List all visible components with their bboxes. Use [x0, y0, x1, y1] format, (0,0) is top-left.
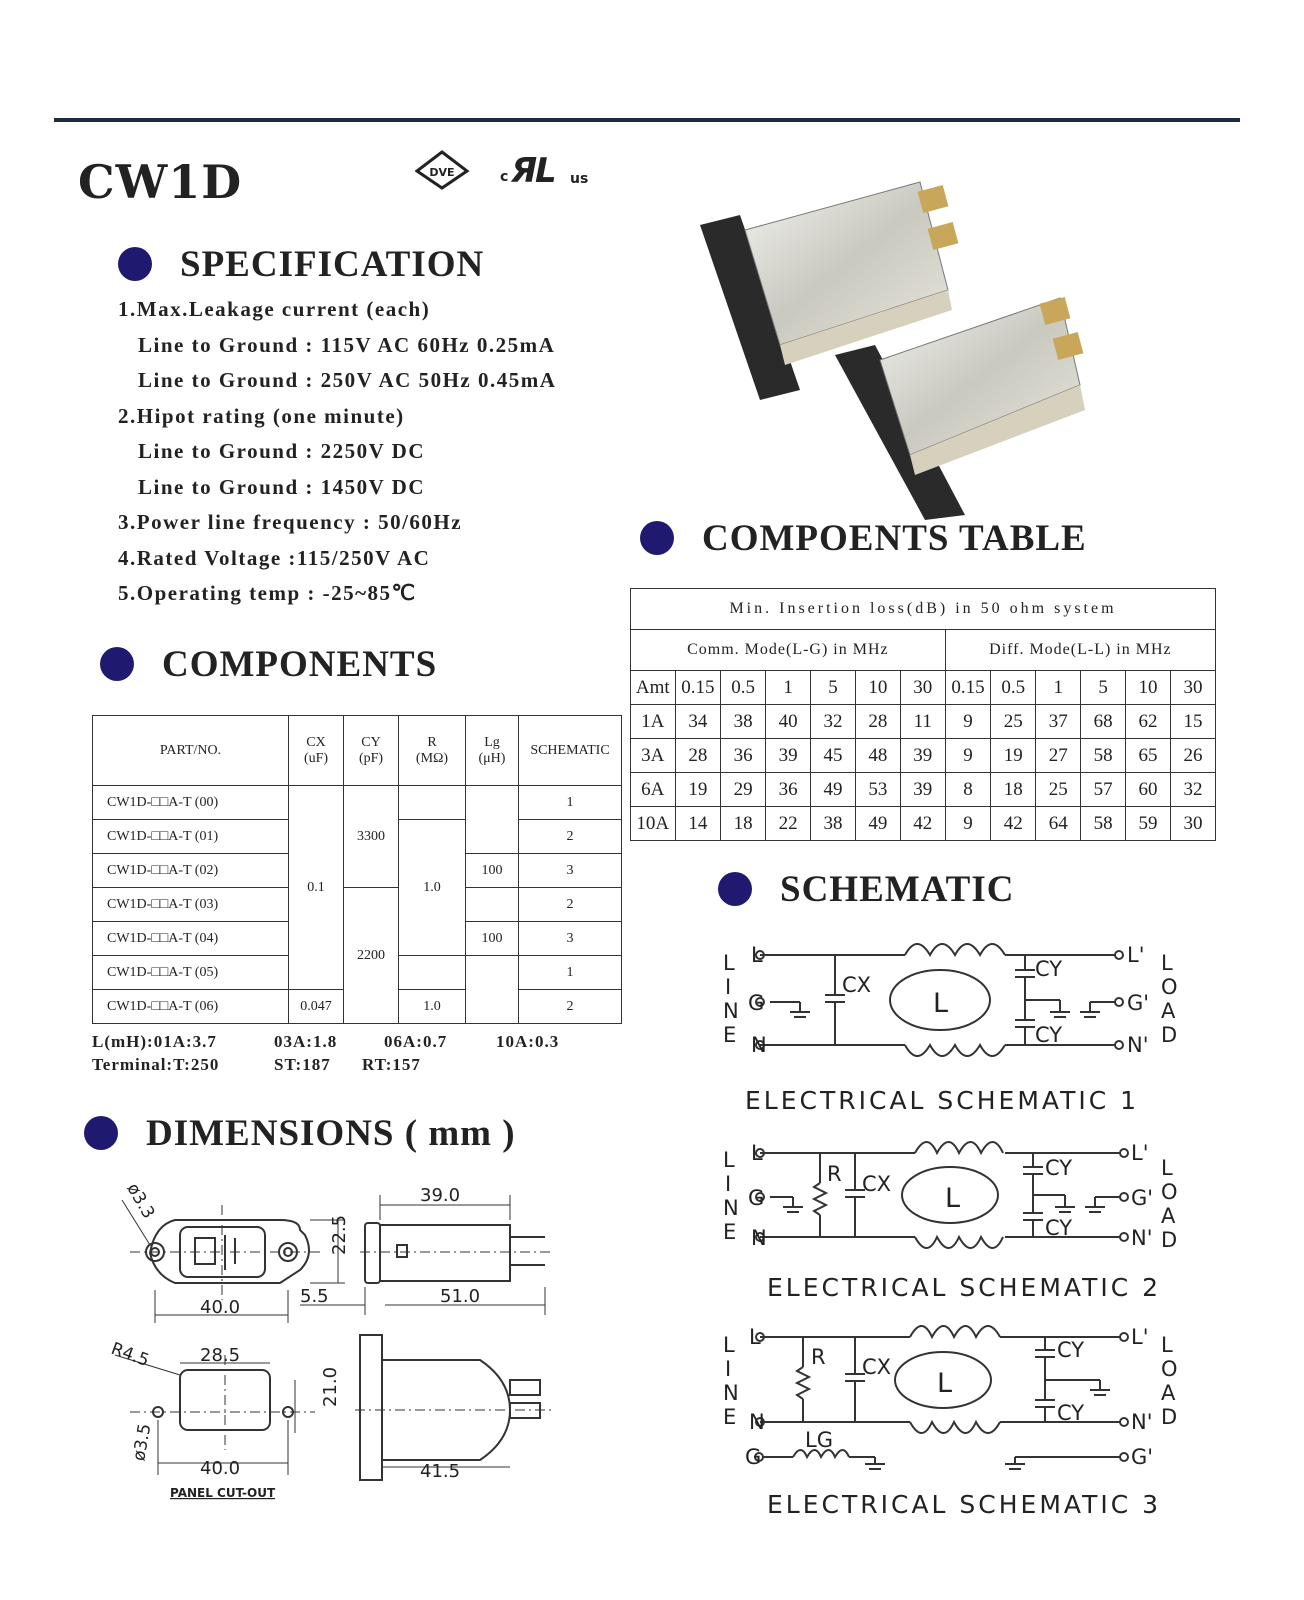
svg-text:A: A — [1161, 1381, 1176, 1405]
svg-text:L': L' — [1127, 943, 1145, 967]
frequency-header: 10 — [1126, 671, 1171, 705]
svg-text:L: L — [749, 1325, 761, 1349]
loss-value: 42 — [991, 807, 1036, 841]
svg-text:L: L — [937, 1368, 953, 1399]
svg-text:CY: CY — [1045, 1216, 1073, 1240]
loss-value: 25 — [991, 705, 1036, 739]
svg-text:L: L — [723, 951, 735, 975]
frequency-header: 10 — [855, 671, 900, 705]
cy-value: 3300 — [344, 786, 399, 888]
bullet-icon — [118, 247, 152, 281]
loss-row — [631, 807, 1216, 841]
dim-hole: ø3.3 — [122, 1179, 159, 1223]
r-value — [399, 786, 466, 820]
loss-value: 26 — [1170, 739, 1215, 773]
svg-text:I: I — [725, 975, 732, 999]
svg-text:A: A — [1161, 999, 1176, 1023]
r-value: 1.0 — [399, 990, 466, 1024]
svg-text:CY: CY — [1057, 1338, 1085, 1362]
loss-value: 58 — [1081, 807, 1126, 841]
loss-row — [631, 739, 1216, 773]
header-lg: Lg (μH) — [466, 716, 519, 786]
svg-text:D: D — [1161, 1405, 1178, 1429]
loss-value: 25 — [1036, 773, 1081, 807]
svg-text:N: N — [723, 1381, 739, 1405]
cx-value: 0.1 — [289, 786, 344, 990]
svg-text:CY: CY — [1035, 1023, 1063, 1047]
svg-text:R: R — [811, 1345, 826, 1369]
loss-value: 40 — [766, 705, 811, 739]
loss-value: 59 — [1126, 807, 1171, 841]
svg-text:R: R — [827, 1162, 842, 1186]
svg-text:Я: Я — [511, 151, 538, 191]
loss-value: 32 — [1170, 773, 1215, 807]
svg-text:G': G' — [1127, 991, 1150, 1015]
dim-width-39: 39.0 — [420, 1185, 461, 1206]
top-rule — [54, 118, 1240, 122]
frequency-header: 1 — [766, 671, 811, 705]
loss-value: 45 — [811, 739, 856, 773]
loss-value: 9 — [945, 807, 991, 841]
frequency-header: 0.15 — [945, 671, 991, 705]
loss-value: 49 — [811, 773, 856, 807]
vde-logo-icon — [417, 152, 467, 188]
dim-hole-35: ø3.5 — [129, 1422, 156, 1463]
loss-value: 62 — [1126, 705, 1171, 739]
loss-value: 28 — [855, 705, 900, 739]
frequency-header: 30 — [900, 671, 945, 705]
svg-text:L: L — [1161, 1156, 1173, 1180]
svg-text:LG: LG — [805, 1428, 833, 1452]
loss-value: 36 — [766, 773, 811, 807]
amp-rating: 10A — [631, 807, 676, 841]
diff-mode-header: Diff. Mode(L-L) in MHz — [945, 630, 1215, 671]
part-number: CW1D-□□A-T (05) — [93, 956, 289, 990]
part-number: CW1D-□□A-T (06) — [93, 990, 289, 1024]
svg-text:L: L — [933, 988, 949, 1019]
lg-value — [466, 888, 519, 922]
svg-text:CY: CY — [1035, 957, 1063, 981]
loss-value: 38 — [721, 705, 766, 739]
svg-text:E: E — [723, 1405, 737, 1429]
schematic-number: 3 — [519, 854, 622, 888]
bullet-icon — [100, 647, 134, 681]
loss-row — [631, 705, 1216, 739]
schematic-number: 1 — [519, 956, 622, 990]
loss-value: 9 — [945, 739, 991, 773]
loss-value: 39 — [900, 773, 945, 807]
frequency-header: 5 — [811, 671, 856, 705]
svg-text:L: L — [751, 943, 763, 967]
loss-value: 49 — [855, 807, 900, 841]
svg-text:N: N — [749, 1410, 765, 1434]
svg-text:E: E — [723, 1023, 737, 1047]
components-table-heading: COMPOENTS TABLE — [640, 517, 1087, 560]
svg-text:G: G — [745, 1445, 762, 1469]
svg-text:N: N — [723, 999, 739, 1023]
schematic-1-caption: ELECTRICAL SCHEMATIC 1 — [745, 1086, 1140, 1115]
svg-text:E: E — [723, 1220, 737, 1244]
dimensions-drawing — [100, 1175, 570, 1515]
certification-logos — [415, 150, 600, 192]
schematic-3-labels — [723, 1325, 1178, 1469]
svg-text:us: us — [570, 171, 589, 187]
frequency-header: 0.5 — [991, 671, 1036, 705]
svg-text:CY: CY — [1045, 1156, 1073, 1180]
specification-heading: SPECIFICATION — [118, 243, 484, 286]
side-view-2 — [355, 1335, 555, 1480]
spec-line: 4.Rated Voltage :115/250V AC — [118, 545, 431, 570]
schematic-1-labels — [723, 943, 1178, 1057]
header-cy: CY (pF) — [344, 716, 399, 786]
svg-text:O: O — [1161, 1357, 1178, 1381]
components-table — [92, 715, 622, 1024]
spec-line: Line to Ground : 1450V DC — [138, 474, 426, 499]
spec-line: 1.Max.Leakage current (each) — [118, 297, 431, 321]
svg-text:L: L — [751, 1141, 763, 1165]
loss-value: 38 — [811, 807, 856, 841]
svg-text:I: I — [725, 1172, 732, 1196]
svg-text:I: I — [725, 1357, 732, 1381]
loss-value: 28 — [675, 739, 721, 773]
loss-value: 15 — [1170, 705, 1215, 739]
svg-text:G: G — [748, 1186, 765, 1210]
svg-text:N: N — [723, 1196, 739, 1220]
lg-value: 100 — [466, 854, 519, 888]
svg-text:D: D — [1161, 1228, 1178, 1252]
svg-text:L: L — [723, 1148, 735, 1172]
loss-value: 64 — [1036, 807, 1081, 841]
loss-row — [631, 773, 1216, 807]
svg-text:D: D — [1161, 1023, 1178, 1047]
frequency-header: 0.5 — [721, 671, 766, 705]
loss-value: 34 — [675, 705, 721, 739]
svg-text:c: c — [500, 169, 509, 185]
loss-value: 22 — [766, 807, 811, 841]
dim-radius: R4.5 — [108, 1338, 152, 1371]
dim-width-51: 51.0 — [440, 1286, 481, 1307]
svg-text:G': G' — [1131, 1186, 1154, 1210]
svg-text:L': L' — [1131, 1325, 1149, 1349]
loss-value: 48 — [855, 739, 900, 773]
loss-value: 42 — [900, 807, 945, 841]
schematic-3 — [715, 1312, 1185, 1484]
frequency-header: 30 — [1170, 671, 1215, 705]
panel-cutout-label: PANEL CUT-OUT — [170, 1486, 276, 1500]
cul-us-logo-icon — [500, 151, 588, 191]
loss-value: 18 — [991, 773, 1036, 807]
dim-height-21: 21.0 — [320, 1366, 341, 1407]
lg-value: 100 — [466, 922, 519, 956]
bullet-icon — [84, 1116, 118, 1150]
svg-text:A: A — [1161, 1204, 1176, 1228]
schematic-2 — [715, 1125, 1185, 1285]
schematic-number: 2 — [519, 820, 622, 854]
svg-text:CX: CX — [862, 1172, 892, 1196]
svg-text:L': L' — [1131, 1141, 1149, 1165]
lg-value — [466, 786, 519, 854]
dim-width-415: 41.5 — [420, 1461, 461, 1482]
bullet-icon — [718, 872, 752, 906]
loss-value: 53 — [855, 773, 900, 807]
dim-width-40: 40.0 — [200, 1297, 241, 1318]
spec-line: Line to Ground : 250V AC 50Hz 0.45mA — [138, 368, 557, 392]
loss-value: 39 — [900, 739, 945, 773]
svg-text:O: O — [1161, 1180, 1178, 1204]
loss-value: 9 — [945, 705, 991, 739]
part-number: CW1D-□□A-T (04) — [93, 922, 289, 956]
loss-value: 30 — [1170, 807, 1215, 841]
header-part: PART/NO. — [93, 716, 289, 786]
svg-text:G': G' — [1131, 1445, 1154, 1469]
svg-text:L: L — [723, 1333, 735, 1357]
schematic-1 — [715, 930, 1185, 1100]
cy-value: 2200 — [344, 888, 399, 1024]
dim-width-55: 5.5 — [300, 1286, 329, 1307]
schematic-2-caption: ELECTRICAL SCHEMATIC 2 — [767, 1273, 1162, 1302]
svg-text:DVE: DVE — [429, 166, 455, 179]
loss-value: 39 — [766, 739, 811, 773]
loss-value: 65 — [1126, 739, 1171, 773]
loss-value: 32 — [811, 705, 856, 739]
amp-rating: 1A — [631, 705, 676, 739]
amp-header: Amt — [631, 671, 676, 705]
spec-line: 3.Power line frequency : 50/60Hz — [118, 510, 463, 534]
loss-value: 58 — [1081, 739, 1126, 773]
spec-line: Line to Ground : 115V AC 60Hz 0.25mA — [138, 332, 556, 357]
lg-value — [466, 956, 519, 1024]
svg-text:L: L — [1161, 951, 1173, 975]
loss-value: 14 — [675, 807, 721, 841]
comm-mode-header: Comm. Mode(L-G) in MHz — [631, 630, 946, 671]
svg-text:N': N' — [1127, 1033, 1149, 1057]
schematic-heading: SCHEMATIC — [718, 868, 1014, 911]
dim-width-285: 28.5 — [200, 1345, 241, 1366]
svg-text:N: N — [751, 1226, 767, 1250]
dim-width-40b: 40.0 — [200, 1458, 241, 1479]
loss-value: 11 — [900, 705, 945, 739]
part-number: CW1D-□□A-T (02) — [93, 854, 289, 888]
header-schematic: SCHEMATIC — [519, 716, 622, 786]
amp-rating: 3A — [631, 739, 676, 773]
spec-line: 2.Hipot rating (one minute) — [118, 403, 405, 428]
loss-value: 36 — [721, 739, 766, 773]
dimensions-heading: DIMENSIONS ( mm ) — [84, 1112, 516, 1155]
schematic-number: 1 — [519, 786, 622, 820]
loss-value: 37 — [1036, 705, 1081, 739]
loss-value: 19 — [991, 739, 1036, 773]
insertion-loss-table — [630, 588, 1216, 841]
svg-text:G: G — [748, 991, 765, 1015]
part-number: CW1D-□□A-T (03) — [93, 888, 289, 922]
loss-value: 29 — [721, 773, 766, 807]
schematic-number: 3 — [519, 922, 622, 956]
bullet-icon — [640, 521, 674, 555]
svg-text:N: N — [751, 1033, 767, 1057]
r-value: 1.0 — [399, 820, 466, 956]
loss-value: 27 — [1036, 739, 1081, 773]
product-photo — [690, 170, 1120, 520]
svg-text:L: L — [1161, 1333, 1173, 1357]
loss-value: 8 — [945, 773, 991, 807]
loss-title: Min. Insertion loss(dB) in 50 ohm system — [631, 589, 1216, 630]
svg-text:L: L — [945, 1183, 961, 1214]
svg-text:N': N' — [1131, 1410, 1153, 1434]
frequency-header: 1 — [1036, 671, 1081, 705]
svg-text:CY: CY — [1057, 1401, 1085, 1425]
schematic-3-caption: ELECTRICAL SCHEMATIC 3 — [767, 1490, 1162, 1519]
product-title: CW1D — [78, 155, 243, 209]
loss-value: 57 — [1081, 773, 1126, 807]
inductance-notes: L(mH):01A:3.7 03A:1.8 06A:0.7 10A:0.3 Terminal:T:250 ST:187 RT:157 — [92, 1032, 560, 1074]
frequency-header: 5 — [1081, 671, 1126, 705]
svg-text:N': N' — [1131, 1226, 1153, 1250]
amp-rating: 6A — [631, 773, 676, 807]
svg-text:CX: CX — [862, 1355, 892, 1379]
spec-line: 5.Operating temp : -25~85℃ — [118, 581, 417, 605]
svg-text:O: O — [1161, 975, 1178, 999]
loss-value: 60 — [1126, 773, 1171, 807]
svg-text:L: L — [535, 151, 557, 191]
svg-text:CX: CX — [842, 973, 872, 997]
schematic-number: 2 — [519, 990, 622, 1024]
schematic-number: 2 — [519, 888, 622, 922]
header-cx: CX (uF) — [289, 716, 344, 786]
cx-value: 0.047 — [289, 990, 344, 1024]
components-heading: COMPONENTS — [100, 643, 437, 686]
part-number: CW1D-□□A-T (01) — [93, 820, 289, 854]
spec-line: Line to Ground : 2250V DC — [138, 439, 426, 463]
loss-value: 68 — [1081, 705, 1126, 739]
spec-list — [118, 292, 556, 612]
loss-value: 18 — [721, 807, 766, 841]
frequency-header: 0.15 — [675, 671, 721, 705]
r-value — [399, 956, 466, 990]
part-number: CW1D-□□A-T (00) — [93, 786, 289, 820]
dim-height-225: 22.5 — [329, 1214, 350, 1255]
header-r: R (MΩ) — [399, 716, 466, 786]
loss-value: 19 — [675, 773, 721, 807]
